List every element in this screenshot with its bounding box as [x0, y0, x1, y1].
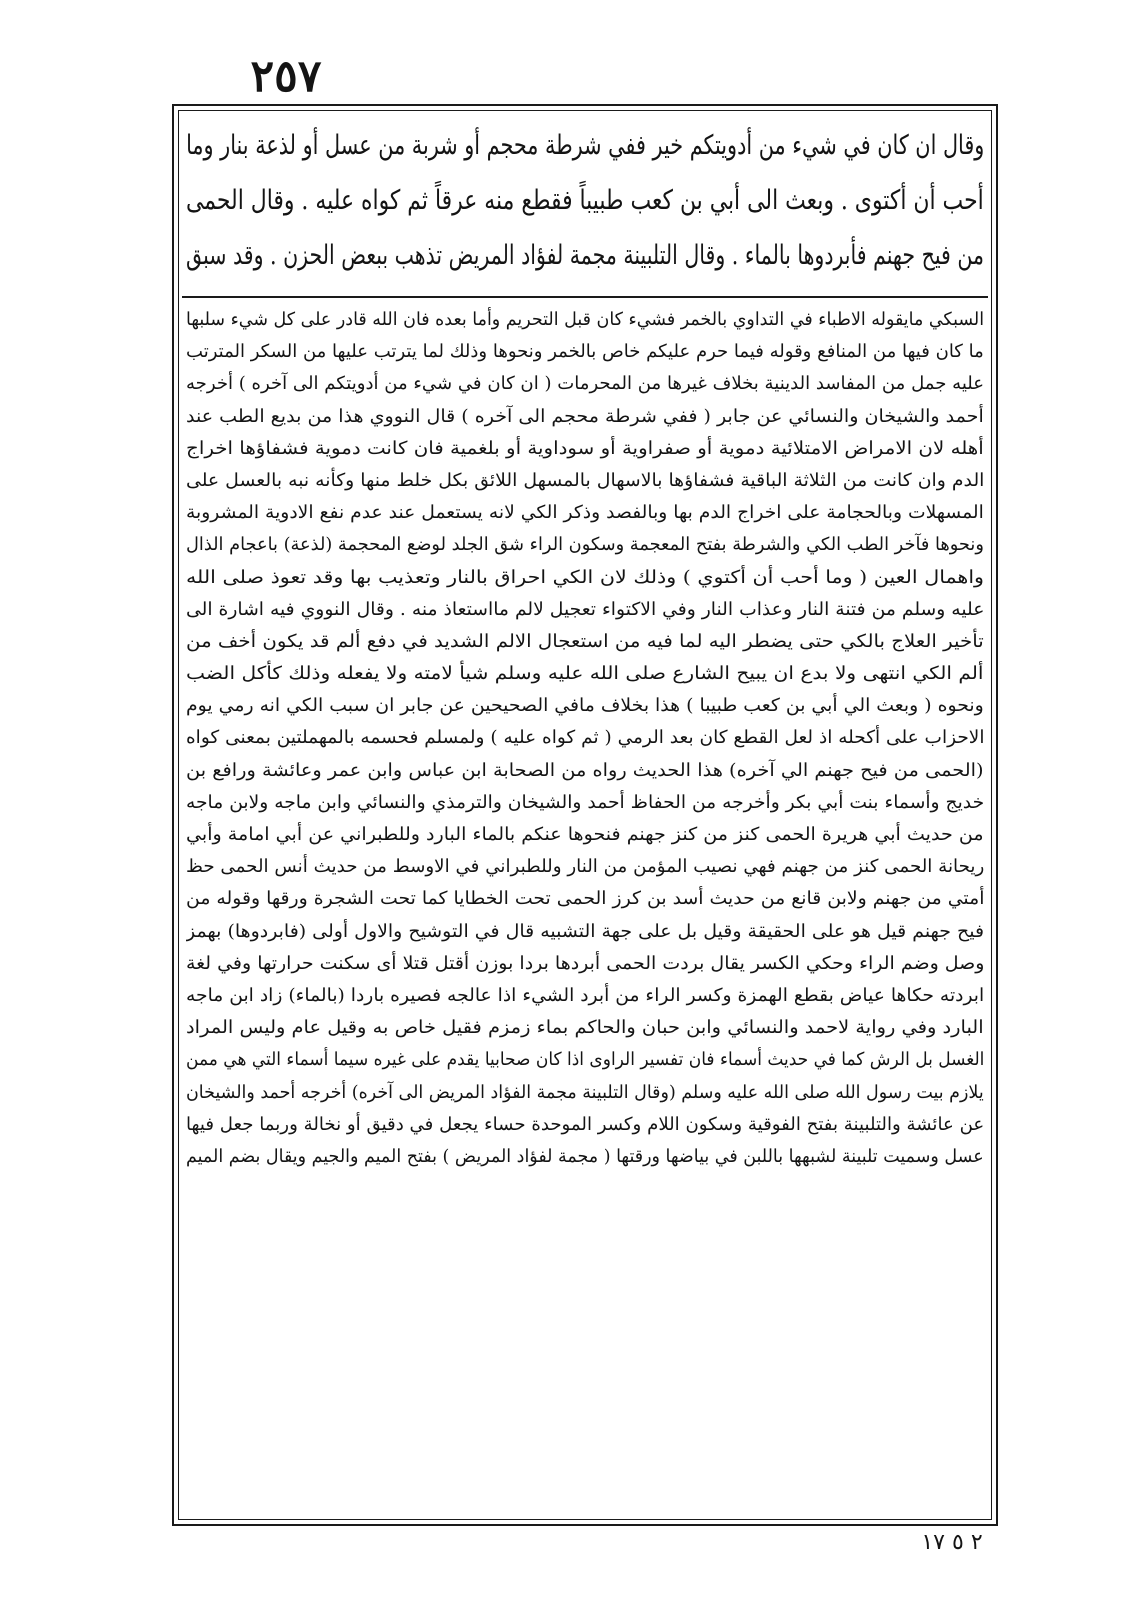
- commentary-line: ما كان فيها من المنافع وقوله فيما حرم عليكم خاص بالخمر ونحوها وذلك لما يترتب عليها من السكر المترتب: [186, 341, 984, 363]
- commentary-line: السبكي مايقوله الاطباء في التداوي بالخمر فشيء كان قبل التحريم وأما بعده فان الله قادر على كل شيء سلبها: [186, 309, 984, 330]
- matn-line: من فيح جهنم فأبردوها بالماء . وقال التلبينة مجمة لفؤاد المريض تذهب ببعض الحزن . وقد سبق: [186, 240, 984, 271]
- page-number: ٢٥٧: [250, 51, 322, 102]
- commentary-line: عليه وسلم من فتنة النار وعذاب النار وفي الاكتواء تعجيل لالم مااستعاذ منه . وقال النووي فيه اشارة الى: [186, 598, 984, 620]
- matn-line: أحب أن أكتوى . وبعث الى أبي بن كعب طبيباً فقطع منه عرقاً ثم كواه عليه . وقال الحمى: [186, 185, 984, 216]
- matn-block: [186, 118, 984, 283]
- commentary-line: تأخير العلاج بالكي حتى يضطر اليه لما فيه من استعجال الالم الشديد في دفع ألم قد يكون أخف من: [186, 630, 984, 652]
- commentary-line: المسهلات وبالحجامة على اخراج الدم بها وبالفصد وذكر الكي لانه يستعمل عند عدم نفع الادوية المشروبة: [186, 502, 984, 524]
- commentary-line: الاحزاب على أكحله اذ لعل القطع كان بعد الرمي ( ثم كواه عليه ) ولمسلم فحسمه بالمهملتين بمعنى كواه: [186, 727, 984, 749]
- commentary-line: البارد وفي رواية لاحمد والنسائي وابن حبان والحاكم بماء زمزم فقيل خاص به وقيل عام وليس المراد: [186, 1017, 984, 1039]
- commentary-line: ونحوه ( وبعث الي أبي بن كعب طبيبا ) هذا بخلاف مافي الصحيحين عن جابر ان سبب الكي انه رمي يوم: [186, 695, 984, 717]
- matn-line: وقال ان كان في شيء من أدويتكم خير ففي شرطة محجم أو شربة من عسل أو لذعة بنار وما: [186, 130, 984, 161]
- commentary-line: (الحمى من فيح جهنم الي آخره) هذا الحديث رواه من الصحابة ابن عباس وابن عمر وعائشة ورافع بن: [186, 759, 984, 781]
- commentary-line: خديج وأسماء بنت أبي بكر وأخرجه من الحفاظ أحمد والشيخان والترمذي والنسائي وابن ماجه ولابن ماجه: [186, 791, 984, 813]
- commentary-line: فيح جهنم قيل هو على الحقيقة وقيل بل على جهة التشبيه قال في التوشيح والاول أولى (فابردوها) بهمز: [186, 920, 984, 942]
- commentary-line: الدم وان كانت من الثلاثة الباقية فشفاؤها بالاسهال بالمسهل اللائق بكل خلط منها وكأنه نبه بالعسل على: [186, 469, 984, 491]
- commentary-line: وصل وضم الراء وحكي الكسر يقال بردت الحمى أبردها بردا بوزن أقتل قتلا أى سكنت حرارتها وفي لغة: [186, 952, 984, 974]
- commentary-line: عليه جمل من المفاسد الدينية بخلاف غيرها من المحرمات ( ان كان في شيء من أدويتكم الى آخره ) أخرجه: [186, 373, 984, 395]
- commentary-line: يلازم بيت رسول الله صلى الله عليه وسلم (وقال التلبينة مجمة الفؤاد المريض الى آخره) أخرجه أحمد والشيخان: [186, 1081, 984, 1103]
- commentary-line: عسل وسميت تلبينة لشبهها باللبن في بياضها ورقتها ( مجمة لفؤاد المريض ) بفتح الميم والجيم ويقال بضم الميم: [186, 1145, 984, 1167]
- commentary-line: أحمد والشيخان والنسائي عن جابر ( ففي شرطة محجم الى آخره ) قال النووي هذا من بديع الطب عند: [186, 405, 984, 427]
- commentary-block: [186, 304, 984, 1173]
- commentary-line: الغسل بل الرش كما في حديث أسماء فان تفسير الراوى اذا كان صحابيا يقدم على غيره سيما أسماء التي هي ممن: [186, 1049, 984, 1071]
- commentary-line: أمتي من جهنم ولابن قانع من حديث أسد بن كرز الحمى تحت الخطايا كما تحت الشجرة ورقها وقوله من: [186, 888, 984, 910]
- commentary-line: واهمال العين ( وما أحب أن أكتوي ) وذلك لان الكي احراق بالنار وتعذيب بها وقد تعوذ صلى الله: [186, 566, 984, 588]
- commentary-line: أهله لان الامراض الامتلائية دموية أو صفراوية أو سوداوية أو بلغمية فان كانت دموية فشفاؤها اخراج: [186, 437, 984, 459]
- section-divider: [182, 296, 988, 298]
- commentary-line: ريحانة الحمى كنز من جهنم فهي نصيب المؤمن من النار وللطبراني في الاوسط من حديث أنس الحمى حظ: [186, 856, 984, 878]
- text-frame: [172, 104, 998, 1526]
- commentary-line: ونحوها فآخر الطب الكي والشرطة بفتح المعجمة وسكون الراء شق الجلد لوضع المحجمة (لذعة) باعجام الذال: [186, 534, 984, 556]
- commentary-line: ابردته حكاها عياض بقطع الهمزة وكسر الراء من أبرد الشيء اذا عالجه فصيره باردا (بالماء) زاد ابن ماجه: [186, 984, 984, 1006]
- commentary-line: من حديث أبي هريرة الحمى كنز من كنز جهنم فنحوها عنكم بالماء البارد وللطبراني عن أبي امامة وأبي: [186, 824, 984, 845]
- signature-mark: ٢ ٥ ١٧: [921, 1530, 983, 1555]
- commentary-line: ألم الكي انتهى ولا بدع ان يبيح الشارع صلى الله عليه وسلم شيأ لامته ولا يفعله وذلك كأكل الضب: [186, 663, 984, 685]
- commentary-line: عن عائشة والتلبينة بفتح الفوقية وسكون اللام وكسر الموحدة حساء يجعل في دقيق أو نخالة وربما جعل فيها: [186, 1113, 984, 1135]
